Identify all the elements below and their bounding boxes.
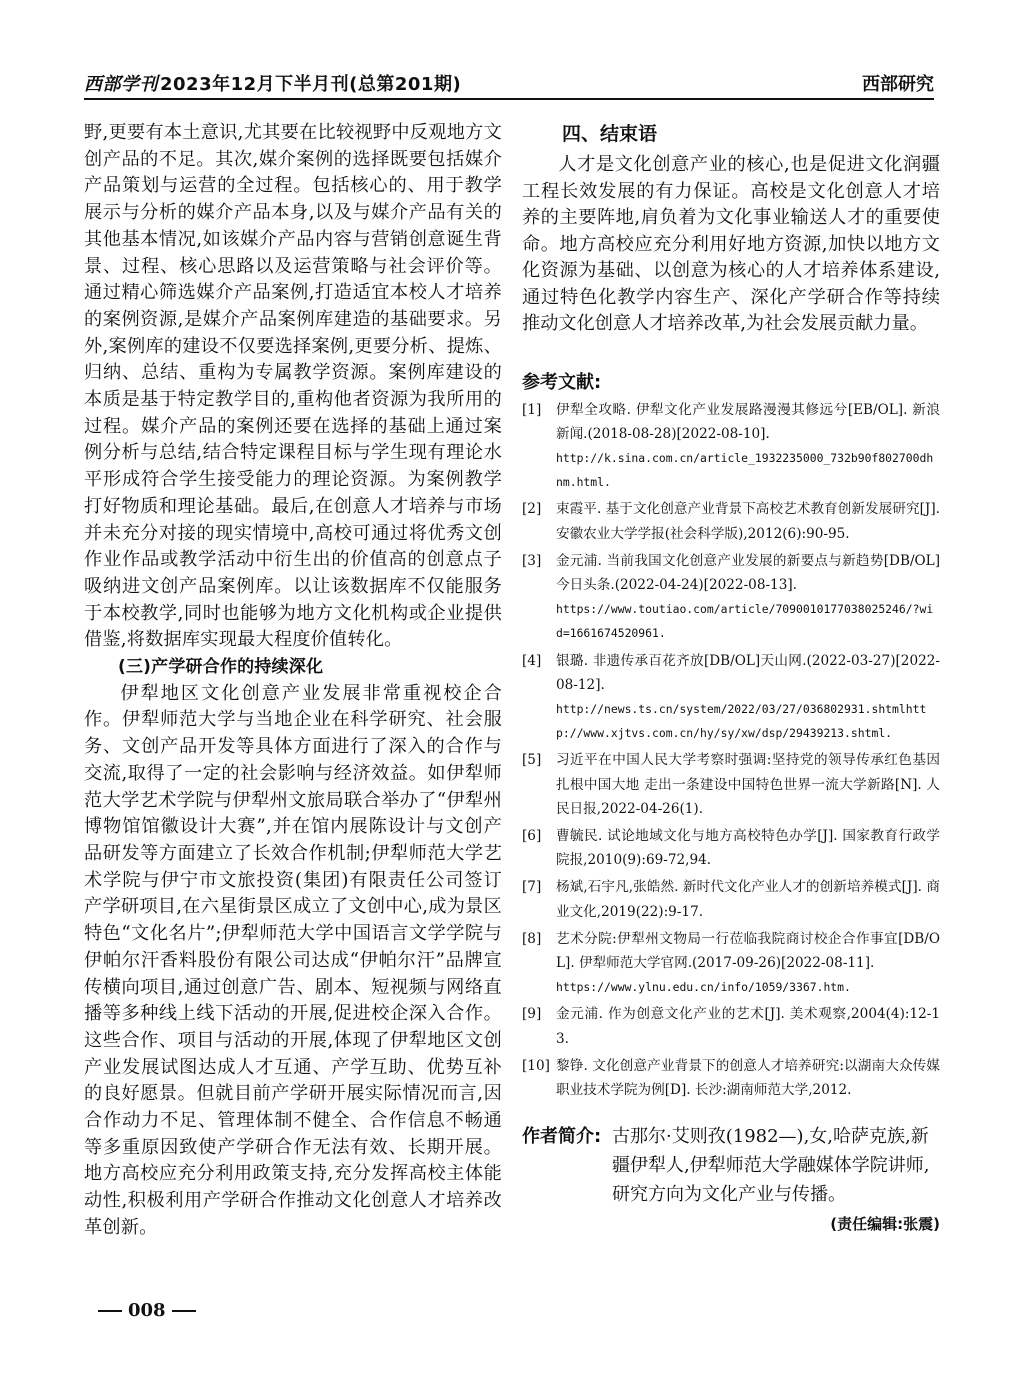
reference-url[interactable]: http://k.sina.com.cn/article_1932235000_732b90f802700dhnm.html. (556, 450, 934, 490)
journal-logo: 西部学刊 (84, 74, 158, 95)
reference-item: [4] 银璐. 非遗传承百花齐放[DB/OL]天山网.(2022-03-27)[2022-08-12]. http://news.ts.cn/system/2022/03/27/036802931.shtmlhttp://www.xjtvs.com.cn/hy/sy/xw/dsp/29439213.shtml. (522, 652, 940, 741)
footer-dash-right (172, 1310, 196, 1312)
conclusion-paragraph: 人才是文化创意产业的核心,也是促进文化润疆工程长效发展的有力保证。高校是文化创意人才培养的主要阵地,肩负着为文化事业输送人才的重要使命。地方高校应充分利用好地方资源,加快以地方文化资源为基础、以创意为核心的人才培养体系建设,通过特色化教学内容生产、深化产学研合作等持续推动文化创意人才培养改革,为社会发展贡献力量。 (522, 154, 940, 334)
reference-item: [5] 习近平在中国人民大学考察时强调:坚持党的领导传承红色基因扎根中国大地 走出一条建设中国特色世界一流大学新路[N]. 人民日报,2022-04-26(1). (522, 752, 940, 817)
author-text: 古那尔·艾则孜(1982—),女,哈萨克族,新疆伊犁人,伊犁师范大学融媒体学院讲师,研究方向为文化产业与传播。 (612, 1126, 930, 1206)
right-column (522, 120, 940, 1234)
subsection-heading: (三)产学研合作的持续深化 (118, 657, 324, 678)
author-label: 作者简介: (522, 1126, 602, 1148)
reference-item: [7] 杨斌,石宇凡,张皓然. 新时代文化产业人才的创新培养模式[J]. 商业文化,2019(22):9-17. (522, 879, 940, 920)
paragraph-case-library: 野,更要有本土意识,尤其要在比较视野中反观地方文创产品的不足。其次,媒介案例的选择既要包括媒介产品策划与运营的全过程。包括核心的、用于教学展示与分析的媒介产品本身,以及与媒介产品有关的其他基本情况,如该媒介产品内容与营销创意诞生背景、过程、核心思路以及运营策略与社会评价等。通过精心筛选媒介产品案例,打造适宜本校人才培养的案例资源,是媒介产品案例库建造的基础要求。另外,案例库的建设不仅要选择案例,更要分析、提炼、归纳、总结、重构为专属教学资源。案例库建设的本质是基于特定教学目的,重构他者资源为我所用的过程。媒介产品的案例还要在选择的基础上通过案例分析与总结,结合特定课程目标与学生现有理论水平形成符合学生接受能力的理论资源。为案例教学打好物质和理论基础。最后,在创意人才培养与市场并未充分对接的现实情境中,高校可通过将优秀文创作业作品或教学活动中衍生出的价值高的创意点子吸纳进文创产品案例库。以让该数据库不仅能服务于本校教学,同时也能够为地方文化机构或企业提供借鉴,将数据库实现最大程度价值转化。 (84, 122, 502, 651)
reference-item: [9] 金元浦. 作为创意文化产业的艺术[J]. 美术观察,2004(4):12-13. (522, 1006, 940, 1047)
issue-info: 2023年12月下半月刊(总第201期) (160, 74, 462, 95)
responsible-editor: (责任编辑:张震) (830, 1215, 940, 1234)
reference-url[interactable]: http://news.ts.cn/system/2022/03/27/036802931.shtmlhttp://www.xjtvs.com.cn/hy/sy/xw/dsp/29439213.shtml. (556, 701, 927, 741)
footer-dash-left (98, 1310, 122, 1312)
references-list (522, 398, 940, 1103)
reference-url[interactable]: https://www.toutiao.com/article/7090010177038025246/?wid=1661674520961. (556, 602, 934, 641)
page-header (84, 70, 934, 100)
reference-item: [8] 艺术分院:伊犁州文物局一行莅临我院商讨校企合作事宜[DB/OL]. 伊犁师范大学官网.(2017-09-26)[2022-08-11]. https://www.ylnu.edu.cn/info/1059/3367.htm. (522, 930, 940, 995)
reference-item: [3] 金元浦. 当前我国文化创意产业发展的新要点与新趋势[DB/OL]今日头条.(2022-04-24)[2022-08-13]. https://www.toutiao.com/article/7090010177038025246/?wid=1661674520961. (522, 552, 940, 641)
author-bio (522, 1122, 940, 1209)
conclusion-heading: 四、结束语 (562, 123, 658, 145)
reference-item: [1] 伊犁全攻略. 伊犁文化产业发展路漫漫其修远兮[EB/OL]. 新浪新闻.(2018-08-28)[2022-08-10]. http://k.sina.com.cn/article_1932235000_732b90f802700dhnm.html. (522, 401, 940, 490)
page-footer (92, 1300, 202, 1321)
paragraph-cooperation: 伊犁地区文化创意产业发展非常重视校企合作。伊犁师范大学与当地企业在科学研究、社会服务、文创产品开发等具体方面进行了深入的合作与交流,取得了一定的社会影响与经济效益。如伊犁师范大学艺术学院与伊犁州文旅局联合举办了“伊犁州博物馆馆徽设计大赛”,并在馆内展陈设计与文创产品研发等方面建立了长效合作机制;伊犁师范大学艺术学院与伊宁市文旅投资(集团)有限责任公司签订产学研项目,在六星街景区成立了文创中心,成为景区特色“文化名片”;伊犁师范大学中国语言文学学院与伊帕尔汗香料股份有限公司达成“伊帕尔汗”品牌宣传横向项目,通过创意广告、剧本、短视频与网络直播等多种线上线下活动的开展,促进校企深入合作。这些合作、项目与活动的开展,体现了伊犁地区文创产业发展试图达成人才互通、产学互助、优势互补的良好愿景。但就目前产学研开展实际情况而言,因合作动力不足、管理体制不健全、合作信息不畅通等多重原因致使产学研合作无法有效、长期开展。地方高校应充分利用政策支持,充分发挥高校主体能动性,积极利用产学研合作推动文化创意人才培养改革创新。 (84, 682, 502, 1238)
reference-item: [2] 束霞平. 基于文化创意产业背景下高校艺术教育创新发展研究[J]. 安徽农业大学学报(社会科学版),2012(6):90-95. (522, 501, 940, 542)
reference-url[interactable]: https://www.ylnu.edu.cn/info/1059/3367.htm. (556, 980, 851, 995)
page-number: 008 (128, 1300, 166, 1321)
journal-info (84, 70, 461, 96)
reference-item: [10] 黎铮. 文化创意产业背景下的创意人才培养研究:以湖南大众传媒职业技术学院为例[D]. 长沙:湖南师范大学,2012. (522, 1057, 940, 1098)
left-column (84, 120, 502, 1242)
references-heading: 参考文献: (522, 371, 602, 393)
reference-item: [6] 曹毓民. 试论地域文化与地方高校特色办学[J]. 国家教育行政学院报,2010(9):69-72,94. (522, 827, 940, 869)
section-name: 西部研究 (862, 74, 934, 95)
